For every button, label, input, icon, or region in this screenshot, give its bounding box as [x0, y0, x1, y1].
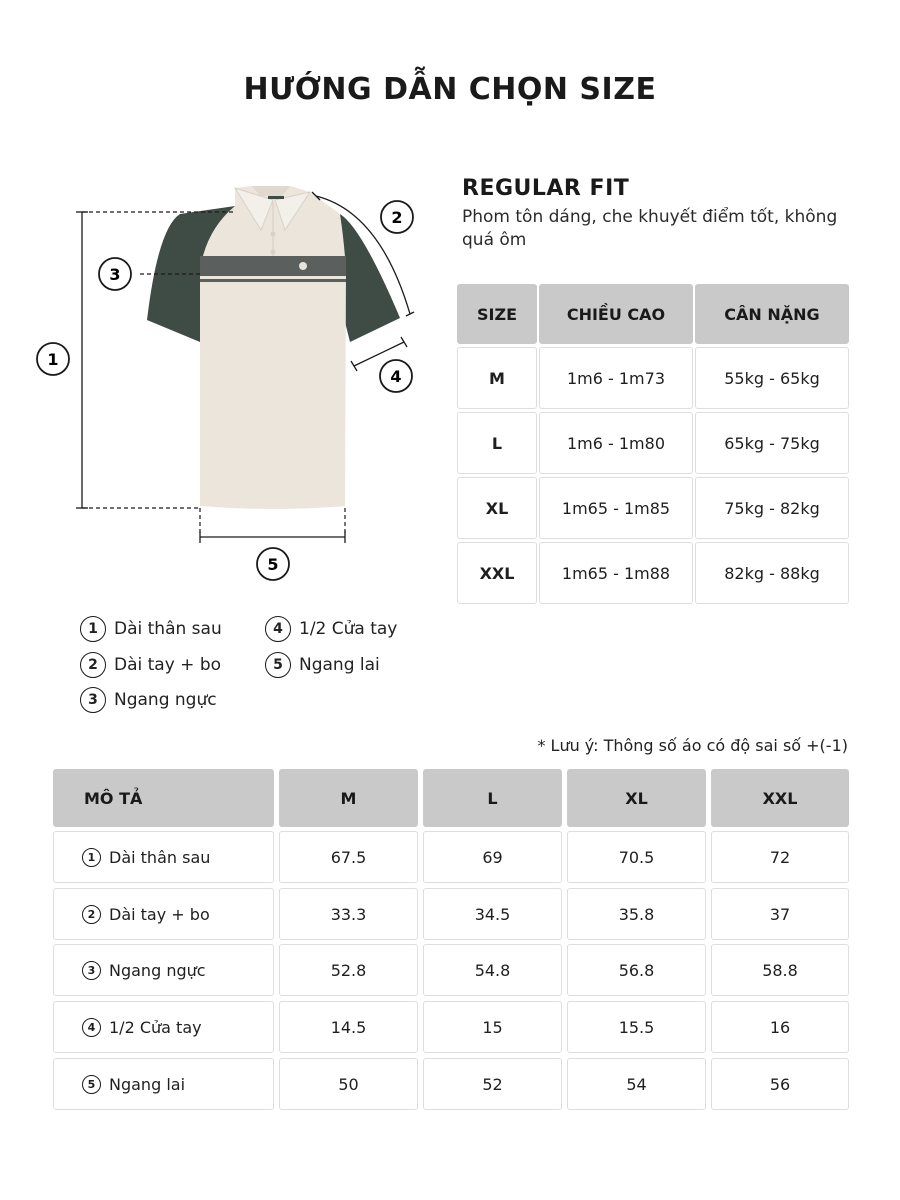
measure-value: 67.5: [279, 831, 418, 883]
tolerance-note: * Lưu ý: Thông số áo có độ sai số +(-1): [537, 736, 848, 755]
measure-value: 52.8: [279, 944, 418, 996]
marker-5: [257, 548, 289, 580]
size-header-height: CHIỀU CAO: [539, 284, 693, 344]
measure-value: 15.5: [567, 1001, 706, 1053]
number-2-icon: 2: [80, 652, 106, 678]
measure-value: 34.5: [423, 888, 562, 940]
measurement-legend: [80, 616, 460, 716]
height-cell: 1m65 - 1m85: [539, 477, 693, 539]
size-cell: M: [457, 347, 537, 409]
legend-item: [265, 616, 397, 642]
measure-value: 69: [423, 831, 562, 883]
measure-value: 14.5: [279, 1001, 418, 1053]
svg-text:4: 4: [390, 367, 402, 386]
number-5-icon: 5: [82, 1075, 101, 1094]
weight-cell: 55kg - 65kg: [695, 347, 849, 409]
number-3-icon: 3: [82, 961, 101, 980]
size-cell: XL: [457, 477, 537, 539]
fit-description: Phom tôn dáng, che khuyết điểm tốt, không quá ôm: [462, 207, 838, 250]
page-title: HƯỚNG DẪN CHỌN SIZE: [243, 72, 657, 107]
measure-value: 52: [423, 1058, 562, 1110]
fit-title: REGULAR FIT: [462, 176, 630, 201]
size-table: [457, 284, 849, 606]
size-cell: L: [457, 412, 537, 474]
size-cell: XXL: [457, 542, 537, 604]
number-1-icon: 1: [82, 848, 101, 867]
svg-text:3: 3: [109, 265, 121, 284]
measure-row-label: 5 Ngang lai: [53, 1058, 274, 1110]
weight-cell: 82kg - 88kg: [695, 542, 849, 604]
height-cell: 1m6 - 1m73: [539, 347, 693, 409]
legend-item: [265, 652, 380, 678]
number-2-icon: 2: [82, 905, 101, 924]
legend-label: Ngang lai: [299, 655, 380, 675]
measure-header-size: L: [423, 769, 562, 827]
shirt-diagram: [20, 170, 440, 590]
measure-value: 35.8: [567, 888, 706, 940]
measure-header-size: XL: [567, 769, 706, 827]
measure-value: 50: [279, 1058, 418, 1110]
height-cell: 1m6 - 1m80: [539, 412, 693, 474]
size-header-size: SIZE: [457, 284, 537, 344]
number-1-icon: 1: [80, 616, 106, 642]
measure-value: 54.8: [423, 944, 562, 996]
measure-row-label: 3 Ngang ngực: [53, 944, 274, 996]
marker-3: [99, 258, 131, 290]
legend-label: Ngang ngực: [114, 690, 217, 710]
number-5-icon: 5: [265, 652, 291, 678]
measure-value: 15: [423, 1001, 562, 1053]
svg-text:5: 5: [267, 555, 279, 574]
size-header-weight: CÂN NẶNG: [695, 284, 849, 344]
number-3-icon: 3: [80, 687, 106, 713]
svg-text:1: 1: [47, 350, 59, 369]
svg-text:2: 2: [391, 208, 403, 227]
measure-header-size: M: [279, 769, 418, 827]
legend-label: Dài thân sau: [114, 619, 222, 639]
measure-value: 58.8: [711, 944, 849, 996]
measure-header-size: XXL: [711, 769, 849, 827]
measurement-table: [53, 769, 849, 1113]
measure-value: 56: [711, 1058, 849, 1110]
measure-value: 70.5: [567, 831, 706, 883]
measure-row-label: 2 Dài tay + bo: [53, 888, 274, 940]
measure-header-description: MÔ TẢ: [53, 769, 274, 827]
marker-4: [380, 360, 412, 392]
marker-1: [37, 343, 69, 375]
measure-value: 33.3: [279, 888, 418, 940]
measure-value: 54: [567, 1058, 706, 1110]
legend-item: [80, 687, 217, 713]
measure-value: 72: [711, 831, 849, 883]
weight-cell: 75kg - 82kg: [695, 477, 849, 539]
number-4-icon: 4: [82, 1018, 101, 1037]
legend-label: 1/2 Cửa tay: [299, 619, 398, 639]
measure-value: 16: [711, 1001, 849, 1053]
number-4-icon: 4: [265, 616, 291, 642]
measure-value: 37: [711, 888, 849, 940]
legend-item: [80, 616, 222, 642]
measure-row-label: 1 Dài thân sau: [53, 831, 274, 883]
chest-stripe: [200, 256, 346, 276]
legend-label: Dài tay + bo: [114, 655, 222, 675]
measure-value: 56.8: [567, 944, 706, 996]
marker-2: [381, 201, 413, 233]
height-cell: 1m65 - 1m88: [539, 542, 693, 604]
legend-item: [80, 652, 221, 678]
measure-row-label: 4 1/2 Cửa tay: [53, 1001, 274, 1053]
weight-cell: 65kg - 75kg: [695, 412, 849, 474]
